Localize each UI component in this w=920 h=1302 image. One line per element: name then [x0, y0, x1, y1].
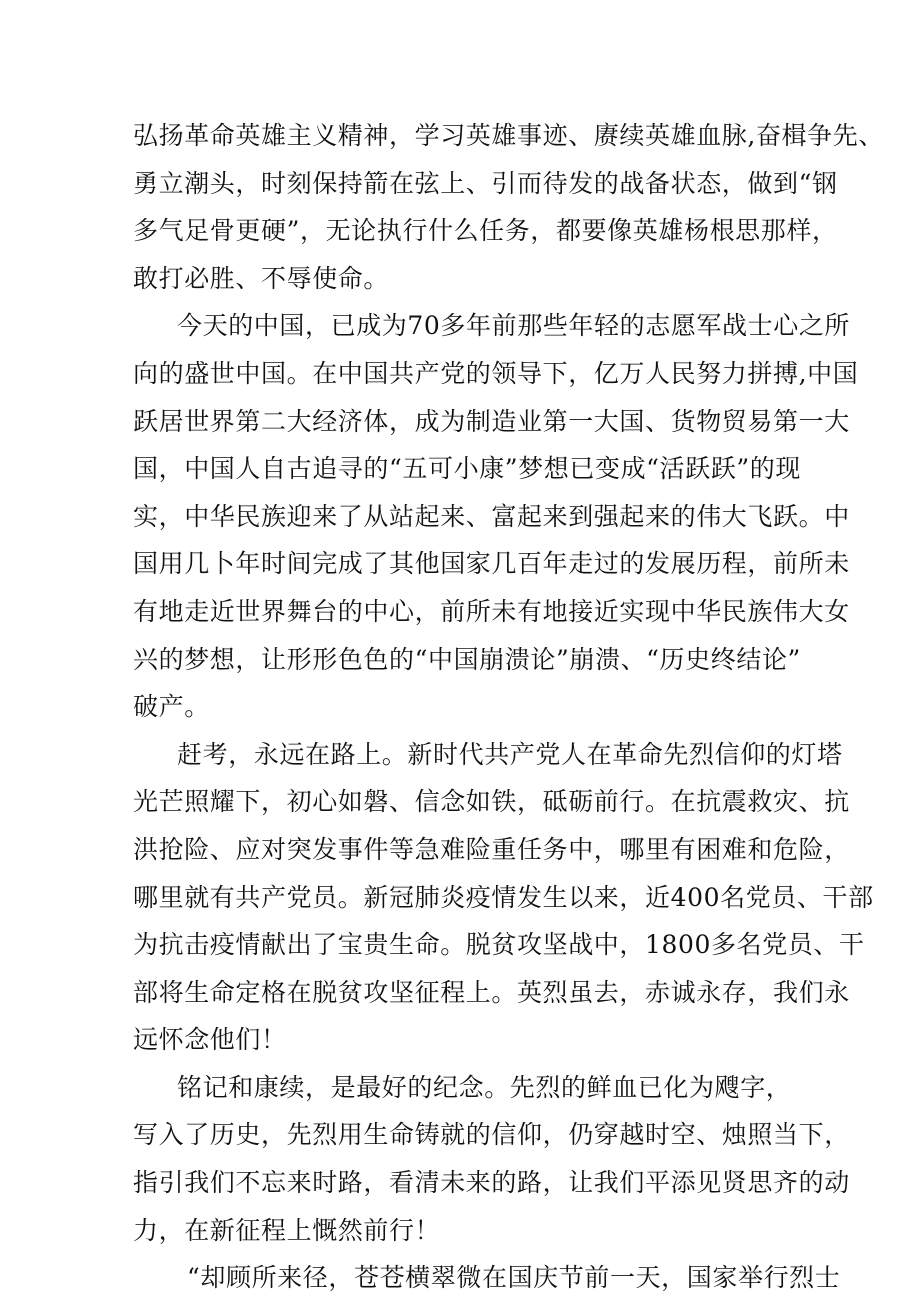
text-line: 弘扬革命英雄主义精神，学习英雄事迹、赓续英雄血脉,奋楫争先、 — [133, 121, 884, 150]
text-line: 实，中华民族迎来了从站起来、富起来到强起来的伟大飞跃。中 — [133, 501, 850, 531]
text-line: 勇立潮头，时刻保持箭在弦上、引而待发的战备状态，做到“钢 — [133, 168, 838, 198]
text-line: 破产。 — [133, 692, 210, 722]
text-line: 哪里就有共产党员。新冠肺炎疫情发生以来，近400名党员、干部 — [133, 882, 874, 912]
text-line: 向的盛世中国。在中国共产党的领导下，亿万人民努力拼搏,中国 — [133, 358, 859, 388]
paragraph-start-line: “却顾所来径，苍苍横翠微在国庆节前一天，国家举行烈士 — [187, 1263, 841, 1293]
text-line: 国，中国人自古追寻的“五可小康”梦想已变成“活跃跃”的现 — [133, 454, 801, 484]
text-line: 洪抢险、应对突发事件等急难险重任务中，哪里有困难和危险， — [133, 834, 850, 864]
text-line: 力，在新征程上慨然前行！ — [133, 1215, 441, 1245]
text-line: 跃居世界第二大经济体，成为制造业第一大国、货物贸易第一大 — [133, 406, 850, 436]
text-line: 兴的梦想，让形形色色的“中国崩溃论”崩溃、“历史终结论” — [133, 644, 801, 674]
text-line: 写入了历史，先烈用生命铸就的信仰，仍穿越时空、烛照当下， — [133, 1120, 850, 1150]
paragraph-start-line: 铭记和康续，是最好的纪念。先烈的鲜血已化为飕字， — [177, 1072, 792, 1102]
text-line: 指引我们不忘来时路，看清未来的路，让我们平添见贤思齐的动 — [133, 1168, 850, 1198]
text-line: 国用几卜年时间完成了其他国家几百年走过的发展历程，前所未 — [133, 549, 850, 579]
text-line: 光芒照耀下，初心如磐、信念如铁，砥砺前行。在抗震救灾、抗 — [133, 787, 850, 817]
document-body — [133, 112, 884, 1302]
text-line: 远怀念他们！ — [133, 1025, 287, 1055]
text-line: 有地走近世界舞台的中心，前所未有地接近实现中华民族伟大女 — [133, 596, 850, 626]
paragraph-start-line: 今天的中国，已成为70多年前那些年轻的志愿军战士心之所 — [177, 311, 851, 341]
text-line: 部将生命定格在脱贫攻坚征程上。英烈虽去，赤诚永存，我们永 — [133, 977, 850, 1007]
text-line: 为抗击疫情献出了宝贵生命。脱贫攻坚战中，1800多名党员、干 — [133, 930, 865, 960]
text-line: 敢打必胜、不辱使命。 — [133, 263, 390, 293]
text-line: 多气足骨更硬”，无论执行什么任务，都要像英雄杨根思那样， — [133, 216, 838, 246]
paragraph-start-line: 赶考，永远在路上。新时代共产党人在革命先烈信仰的灯塔 — [177, 739, 843, 769]
